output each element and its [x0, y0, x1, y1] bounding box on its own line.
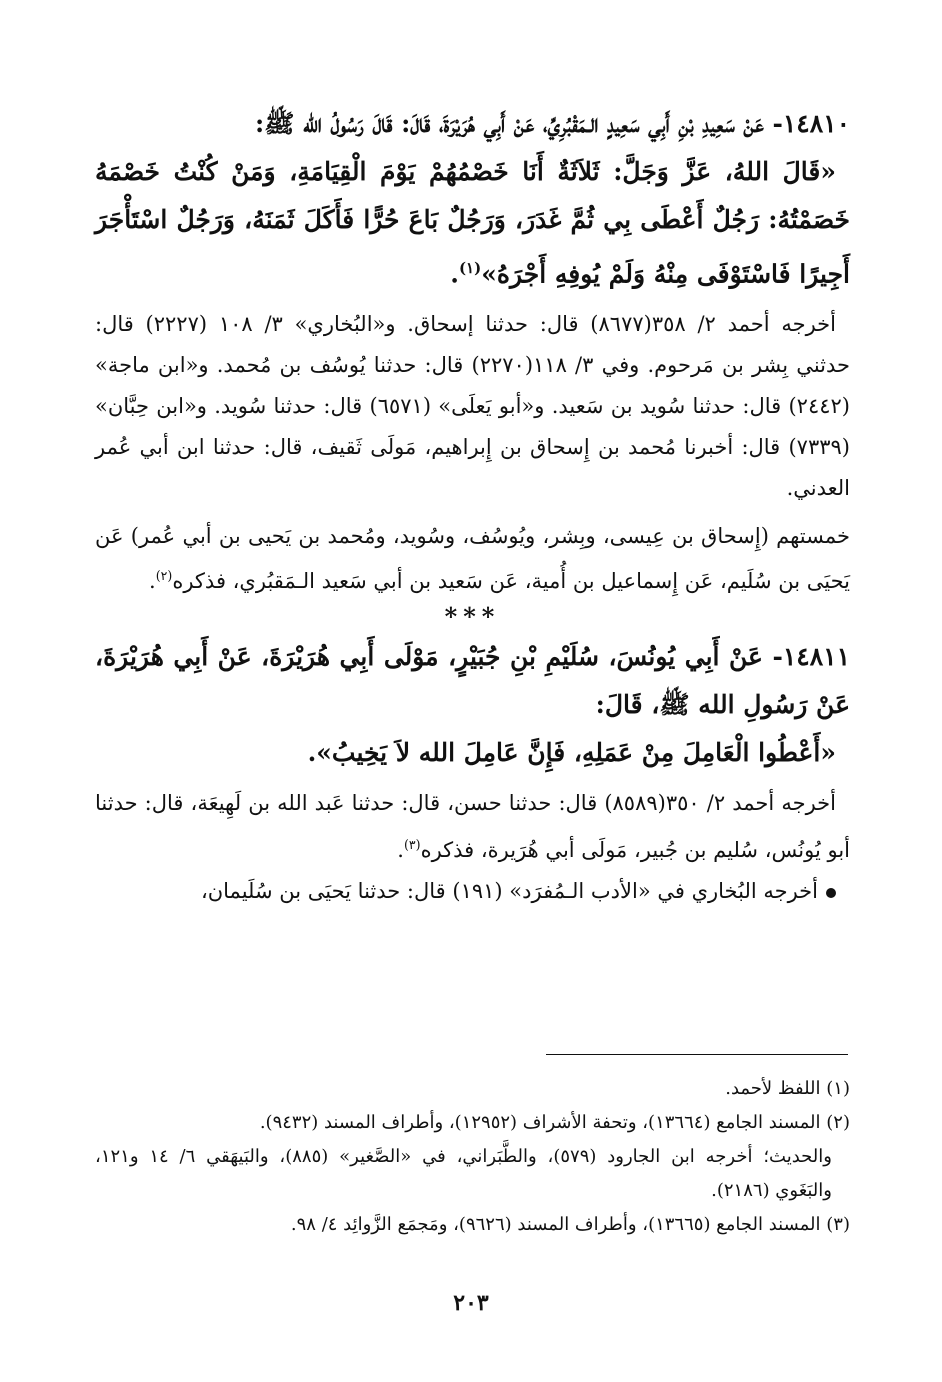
bullet-icon	[826, 888, 836, 898]
footnote-2-continuation: والحديث؛ أخرجه ابن الجارود (٥٧٩)، والطَّبَراني، في «الصَّغير» (٨٨٥)، والبَيهَقي ٦/ ١٤ و١٢١، والبَغَوي (٢١٨٦).	[95, 1146, 832, 1201]
footnote-1: (١) اللفظ لأحمد.	[725, 1078, 850, 1099]
hadith-14810-matn: «قَالَ اللهُ، عَزَّ وَجَلَّ: ثَلاَثَةٌ أَنَا خَصْمُهُمْ يَوْمَ الْقِيَامَةِ، وَمَنْ كُنْتُ خَصْمَهُ خَصَمْتُهُ: رَجُلٌ أَعْطَى بِي ثُمَّ غَدَرَ، وَرَجُلٌ بَاعَ حُرًّا فَأَكَلَ ثَمَنَهُ، وَرَجُلٌ اسْتَأْجَرَ أَجِيرًا فَاسْتَوْفَى مِنْهُ وَلَمْ يُوفِهِ أَجْرَهُ»$^{(١)}$.	[95, 157, 850, 289]
takhrij-text: أخرجه أحمد ٢/ ٣٥٠(٨٥٨٩) قال: حدثنا حسن، قال: حدثنا عَبد الله بن لَهِيعَة، قال: حدثنا أبو يُونُس، سُليم بن جُبير، مَولَى أبي هُرَيرة، فذكره	[95, 791, 850, 863]
footnote-3: (٣) المسند الجامع (١٣٦٦٥)، وأطراف المسند (٩٦٢٦)، ومَجمَع الزَّوائِد ٤/ ٩٨.	[290, 1214, 850, 1235]
hadith-14810-isnad: ١٤٨١٠- عَنْ سَعِيدِ بْنِ أَبِي سَعِيدٍ الـمَقْبُرِيِّ، عَنْ أَبِي هُرَيْرَةَ، قَالَ: قَالَ رَسُولُ الله ﷺ:	[255, 109, 850, 138]
hadith-14810-takhrij: أخرجه أحمد ٢/ ٣٥٨(٨٦٧٧) قال: حدثنا إسحاق. و«البُخاري» ٣/ ١٠٨ (٢٢٢٧) قال: حدثني بِشر بن مَرحوم. وفي ٣/ ١١٨(٢٢٧٠) قال: حدثنا يُوسُف بن مُحمد. و«ابن ماجة» (٢٤٤٢) قال: حدثنا سُويد بن سَعيد. و«أبو يَعلَى» (٦٥٧١) قال: حدثنا سُويد. و«ابن حِبَّان» (٧٣٣٩) قال: أخبرنا مُحمد بن إِسحاق بن إِبراهيم، مَولَى ثَقيف، قال: حدثنا ابن أبي عُمر العدني.	[95, 312, 851, 501]
footnote-ref-3: (٣)	[403, 837, 421, 853]
footnote-ref-2: (٢)	[155, 568, 173, 584]
page-number: ٢٠٣	[453, 1290, 489, 1316]
footnote-2: (٢) المسند الجامع (١٣٦٦٤)، وتحفة الأشراف (١٢٩٥٢)، وأطراف المسند (٩٤٣٢).	[259, 1112, 850, 1133]
footnotes	[95, 1072, 850, 1242]
footnote-separator	[546, 1054, 848, 1055]
hadith-14811-bullet	[95, 871, 850, 912]
khamsatuhum-text: خمستهم (إِسحاق بن عِيسى، وبِشر، ويُوسُف، وسُويد، ومُحمد بن يَحيى بن أبي عُمر) عَن يَحيَى بن سُلَيم، عَن إِسماعيل بن أُمية، عَن سَعيد بن أبي سَعيد الـمَقبُري، فذكره	[95, 524, 850, 594]
page-body	[95, 100, 850, 912]
matn-text: «قَالَ اللهُ، عَزَّ وَجَلَّ: ثَلاَثَةٌ أَنَا خَصْمُهُمْ يَوْمَ الْقِيَامَةِ، وَمَنْ كُنْتُ خَصْمَهُ خَصَمْتُهُ: رَجُلٌ أَعْطَى بِي ثُمَّ غَدَرَ، وَرَجُلٌ بَاعَ حُرًّا فَأَكَلَ ثَمَنَهُ، وَرَجُلٌ اسْتَأْجَرَ أَجِيرًا فَاسْتَوْفَى مِنْهُ وَلَمْ يُوفِهِ أَجْرَهُ»	[95, 157, 850, 289]
hadith-14810-khamsatuhum: خمستهم (إِسحاق بن عِيسى، وبِشر، ويُوسُف، وسُويد، ومُحمد بن يَحيى بن أبي عُمر) عَن يَحيَى بن سُلَيم، عَن إِسماعيل بن أُمية، عَن سَعيد بن أبي سَعيد الـمَقبُري، فذكره$^{(٢)}$.	[95, 524, 850, 594]
bullet-text: أخرجه البُخاري في «الأدب الـمُفرَد» (١٩١) قال: حدثنا يَحيَى بن سُلَيمان،	[200, 879, 818, 904]
hadith-14811-isnad: ١٤٨١١- عَنْ أَبِي يُونُسَ، سُلَيْمِ بْنِ جُبَيْرٍ، مَوْلَى أَبِي هُرَيْرَةَ، عَنْ أَبِي هُرَيْرَةَ، عَنْ رَسُولِ الله ﷺ، قَالَ:	[95, 642, 850, 720]
section-separator: ***	[444, 602, 501, 632]
hadith-14811-takhrij: أخرجه أحمد ٢/ ٣٥٠(٨٥٨٩) قال: حدثنا حسن، قال: حدثنا عَبد الله بن لَهِيعَة، قال: حدثنا أبو يُونُس، سُليم بن جُبير، مَولَى أبي هُرَيرة، فذكره$^{(٣)}$.	[95, 791, 850, 863]
hadith-14811-matn: «أَعْطُوا الْعَامِلَ مِنْ عَمَلِهِ، فَإِنَّ عَامِلَ الله لاَ يَخِيبُ».	[307, 738, 836, 768]
footnote-ref-1: (١)	[458, 259, 482, 277]
